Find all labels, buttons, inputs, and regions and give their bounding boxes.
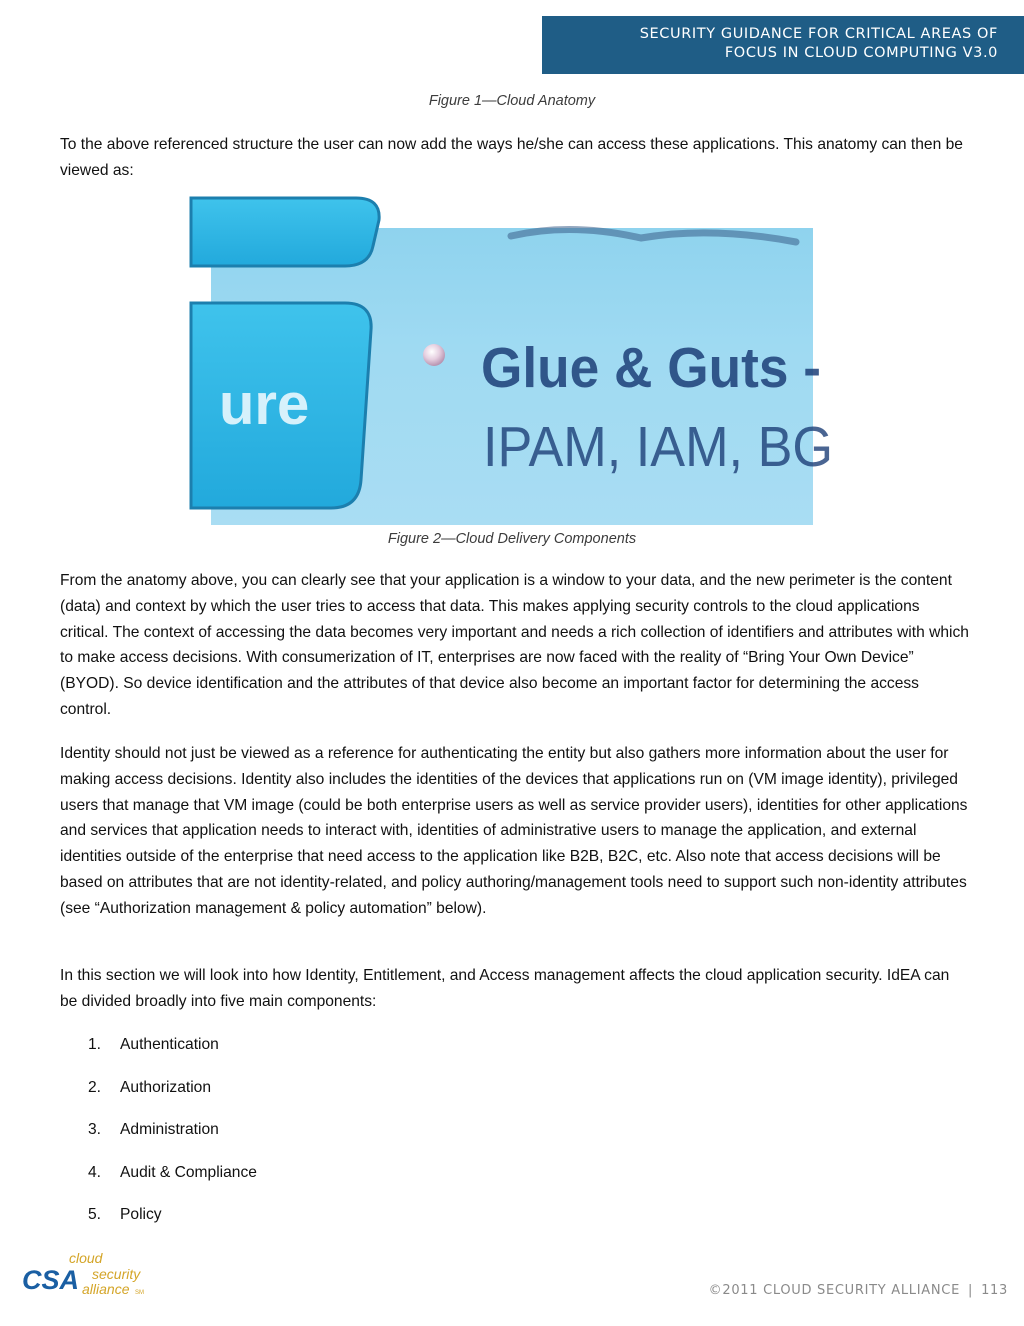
list-item-label: Authorization [120,1078,212,1096]
figure-bullet-icon [423,344,445,366]
logo-abbreviation: CSA [22,1265,80,1295]
list-item-number: 5. [88,1206,102,1224]
list-item-label: Administration [120,1121,219,1139]
logo-line-security: security [92,1266,141,1282]
cloud-delivery-figure-image [211,228,833,525]
page-footer [709,1283,1008,1298]
header-banner [542,16,1024,74]
figure-2-caption: Figure 2—Cloud Delivery Components [387,531,637,547]
figure-top-text-fragment [511,229,796,242]
list-item-label: Audit & Compliance [120,1163,257,1181]
header-title-line2: FOCUS IN CLOUD COMPUTING V3.0 [724,45,998,61]
csa-logo [22,1250,162,1306]
logo-service-mark: SM [135,1290,144,1296]
list-item-number: 4. [88,1163,102,1181]
logo-line-alliance: alliance [82,1281,130,1297]
body-paragraph-2: Identity should not just be viewed as a reference for authenticating the entity but also gathers more information about the user for making access decisions. Identity also includes the identities of the devices that applications run on (VM image identity), privileged users that manage that VM image (could be both enterprise users as well as service provider users), identities for other applications and services that application needs to interact with, identities of administrative users to manage the application, and external identities outside of the enterprise that need access to the application like B2B, B2C, etc. Also note that access decisions will be based on attributes that are not identity-related, and policy authoring/management tools need to support such non-identity attributes (see “Authorization management & policy automation” below). [60,745,968,917]
body-paragraph-3: In this section we will look into how Identity, Entitlement, and Access management affects the cloud application security. IdEA can be divided broadly into five main components: [60,967,950,1010]
figure-infrastructure-label: ure [219,372,310,437]
figure-ipam-subtitle: IPAM, IAM, BG [483,415,833,479]
idea-components-list [88,1030,257,1243]
figure-glue-guts-title: Glue & Guts - [481,336,821,400]
list-item [88,1200,257,1243]
figure-top-box-shape [191,198,379,266]
list-item [88,1115,257,1158]
footer-separator: | [967,1283,974,1298]
list-item-number: 1. [88,1036,102,1053]
list-item [88,1030,257,1073]
list-item-label: Authentication [120,1036,219,1053]
logo-line-cloud: cloud [69,1250,103,1266]
list-item-number: 2. [88,1078,102,1096]
page-number: 113 [981,1283,1008,1298]
list-item [88,1073,257,1116]
footer-copyright: ©2011 CLOUD SECURITY ALLIANCE [708,1283,960,1298]
figure-1-caption: Figure 1—Cloud Anatomy [428,93,596,109]
body-paragraph-1: From the anatomy above, you can clearly see that your application is a window to your data, and the new perimeter is the content (data) and context by which the user tries to access that data. This makes applying security controls to the cloud applications critical. The context of accessing the data becomes very important and needs a rich collection of identifiers and attributes with which to make access decisions. With consumerization of IT, enterprises are now faced with the reality of “Bring Your Own Device” (BYOD). So device identification and the attributes of that device also become an important factor for determining the access control. [60,572,969,718]
header-title-line1: SECURITY GUIDANCE FOR CRITICAL AREAS OF [639,26,998,42]
intro-paragraph: To the above referenced structure the user can now add the ways he/she can access these applications. This anatomy can then be viewed as: [60,136,963,179]
list-item-label: Policy [120,1206,162,1224]
list-item-number: 3. [88,1121,102,1139]
list-item [88,1158,257,1201]
